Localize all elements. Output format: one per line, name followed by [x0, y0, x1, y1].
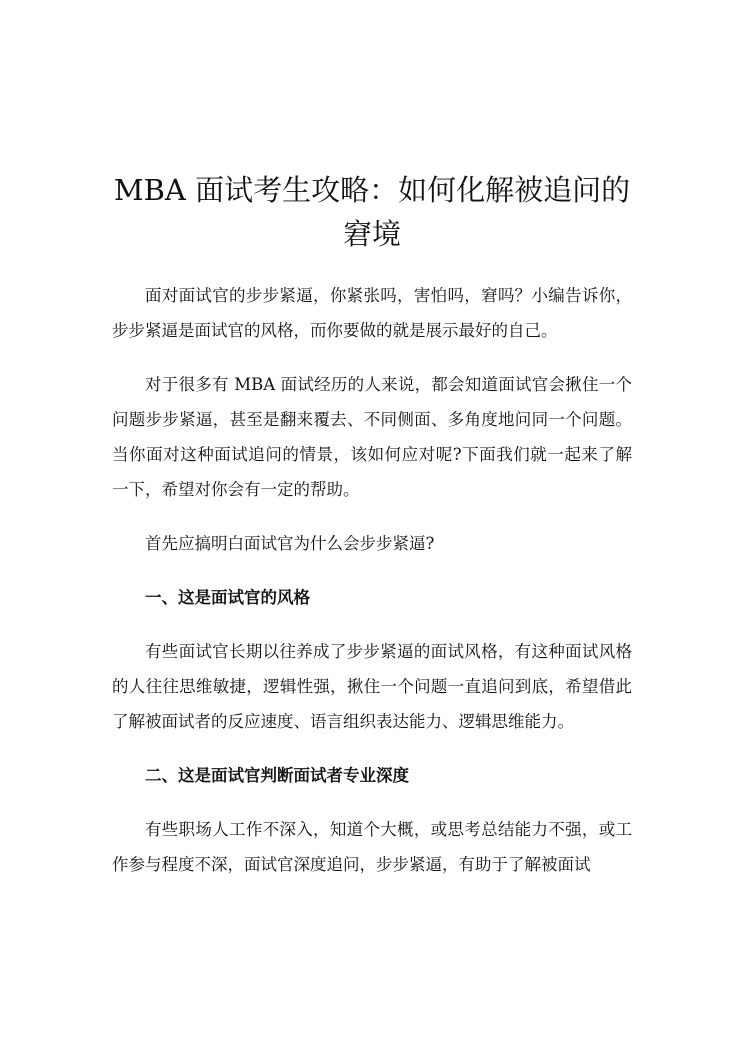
section-heading-style: 一、这是面试官的风格: [145, 588, 310, 607]
section-body-depth: 有些职场人工作不深入，知道个大概，或思考总结能力不强，或工作参与程度不深，面试官深度追问，步步紧逼，有助于了解被面试: [112, 820, 632, 874]
document-title: MBA 面试考生攻略：如何化解被追问的窘境: [113, 173, 631, 251]
section-heading-depth: 二、这是面试官判断面试者专业深度: [145, 766, 409, 785]
context-paragraph: 对于很多有 MBA 面试经历的人来说，都会知道面试官会揪住一个问题步步紧逼，甚至是翻来覆去、不同侧面、多角度地问同一个问题。当你面对这种面试追问的情景，该如何应对呢?下面我们就一起来了解一下，希望对你会有一定的帮助。: [112, 375, 632, 499]
document-page: [112, 168, 632, 882]
question-paragraph: 首先应搞明白面试官为什么会步步紧逼?: [145, 534, 435, 553]
intro-paragraph: 面对面试官的步步紧逼，你紧张吗，害怕吗，窘吗？小编告诉你，步步紧逼是面试官的风格，而你要做的就是展示最好的自己。: [112, 286, 632, 340]
section-body-style: 有些面试官长期以往养成了步步紧逼的面试风格，有这种面试风格的人往往思维敏捷，逻辑性强，揪住一个问题一直追问到底，希望借此了解被面试者的反应速度、语言组织表达能力、逻辑思维能力。: [112, 642, 632, 731]
